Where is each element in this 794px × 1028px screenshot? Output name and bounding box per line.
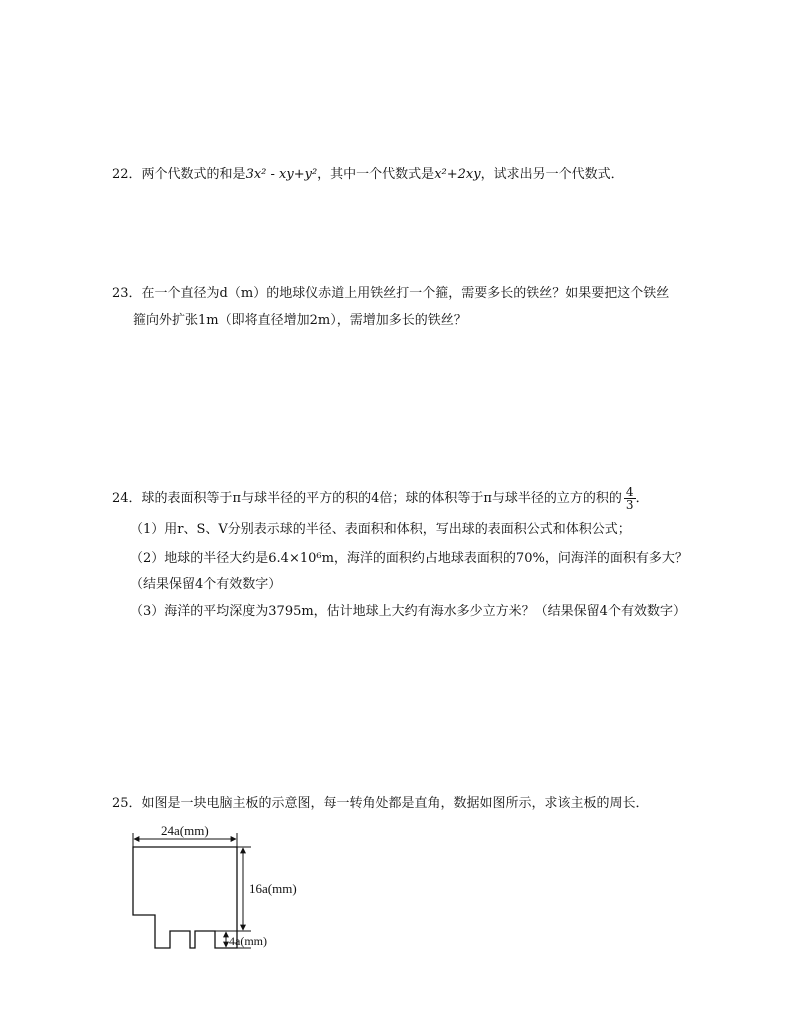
width-label: 24a(mm)	[161, 823, 209, 838]
sub-question-text: （3）海洋的平均深度为3795m，估计地球上大约有海水多少立方米？（结果保留4个有效数字）	[130, 604, 686, 619]
question-25	[112, 795, 649, 813]
question-24	[112, 486, 649, 511]
question-text: 如图是一块电脑主板的示意图，每一转角处都是直角，数据如图所示，求该主板的周长．	[141, 796, 649, 811]
question-number: 22．	[112, 167, 142, 182]
board-outline	[133, 847, 237, 948]
question-text: ，试求出另一个代数式．	[480, 167, 624, 182]
question-number: 23．	[112, 286, 142, 301]
question-text: 在一个直径为d（m）的地球仪赤道上用铁丝打一个箍，需要多长的铁丝？如果要把这个铁丝	[141, 286, 670, 301]
question-text: ．	[635, 491, 649, 506]
question-24-part2	[130, 550, 688, 568]
motherboard-figure	[125, 815, 325, 955]
expression: 3x² - xy+y²	[245, 167, 318, 182]
fraction	[624, 486, 636, 511]
height-label: 16a(mm)	[249, 881, 297, 896]
fraction-denominator: 3	[625, 498, 634, 512]
question-text: ，其中一个代数式是	[317, 167, 435, 182]
question-24-part3	[130, 603, 686, 621]
expression: x²+2xy	[434, 167, 481, 182]
sub-question-text: （1）用r、S、V分别表示球的半径、表面积和体积，写出球的表面积公式和体积公式；	[130, 522, 631, 537]
question-text: 球的表面积等于π与球半径的平方的积的4倍；球的体积等于π与球半径的立方的积的	[141, 491, 622, 506]
question-24-part1	[130, 521, 631, 539]
question-24-part2-note	[130, 576, 281, 594]
sub-question-text: （2）地球的半径大约是6.4×10⁶m，海洋的面积约占地球表面积的70%，问海洋的面积有多大？	[130, 551, 688, 566]
question-23	[112, 285, 669, 303]
question-22	[112, 166, 624, 184]
question-text: 两个代数式的和是	[141, 167, 246, 182]
notch-label: 4a(mm)	[229, 934, 267, 948]
fraction-numerator: 4	[625, 485, 634, 499]
question-number: 24．	[112, 491, 142, 506]
question-text: 箍向外扩张1m（即将直径增加2m），需增加多长的铁丝？	[133, 313, 467, 328]
question-23-line2	[133, 312, 467, 330]
question-number: 25．	[112, 796, 142, 811]
sub-question-text: （结果保留4个有效数字）	[130, 577, 282, 592]
